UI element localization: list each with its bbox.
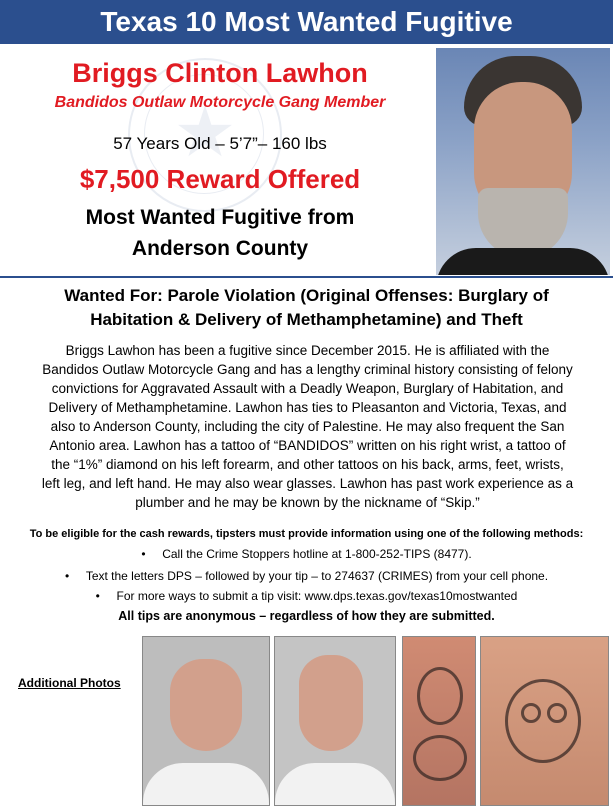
bio-line: left leg, and left hand. He may also wear glasses. Lawhon has past work experience as a	[41, 476, 574, 491]
wanted-for	[0, 284, 613, 332]
tip-method-hotline	[0, 547, 613, 561]
reward-amount: $7,500 Reward Offered	[79, 164, 361, 194]
bio-line: Delivery of Methamphetamine. Lawhon has ties to Pleasanton and Victoria, Texas, and	[48, 400, 567, 415]
tip-method-text: For more ways to submit a tip visit: www.dps.texas.gov/texas10mostwanted	[116, 589, 518, 603]
bullet: •	[95, 589, 100, 603]
wanted-from-line-1: Most Wanted Fugitive from	[85, 206, 355, 229]
tip-method-text: Call the Crime Stoppers hotline at 1-800-252-TIPS (8477).	[162, 547, 472, 561]
bio-line: Bandidos Outlaw Motorcycle Gang and has a lengthy criminal history consisting of felony	[42, 362, 573, 377]
tattoo-skull-photo	[480, 636, 609, 806]
bio-line: Briggs Lawhon has been a fugitive since December 2015. He is affiliated with the	[65, 343, 550, 358]
bio-line: convictions for Aggravated Assault with a Deadly Weapon, Burglary of Habitation, and	[51, 381, 564, 396]
bio-line: Antonio area. Lawhon has a tattoo of “BANDIDOS” written on his right wrist, a tattoo of	[49, 438, 566, 453]
bio-line: the “1%” diamond on his left forearm, and other tattoos on his back, arms, feet, wrists,	[51, 457, 564, 472]
wanted-from	[0, 202, 440, 264]
wanted-for-line-2: Habitation & Delivery of Methamphetamine) and Theft	[90, 310, 523, 329]
tip-method-text: Text the letters DPS – followed by your tip – to 274637 (CRIMES) from your cell phone.	[85, 569, 549, 583]
wanted-from-line-2: Anderson County	[131, 237, 309, 260]
fugitive-name: Briggs Clinton Lawhon	[72, 58, 368, 88]
bullet: •	[64, 569, 70, 583]
gang-affiliation: Bandidos Outlaw Motorcycle Gang Member	[54, 94, 386, 111]
mugshot-profile-photo	[274, 636, 396, 806]
texas-dps-seal-icon: ★	[128, 58, 282, 212]
bio-line: plumber and he may be known by the nickname of “Skip.”	[135, 495, 480, 510]
tip-method-website	[0, 589, 613, 603]
bullet: •	[141, 547, 146, 561]
tip-eligibility: To be eligible for the cash rewards, tipsters must provide information using one of the following methods:	[29, 528, 584, 540]
bio-line: also to Anderson County, including the city of Palestine. He may also frequent the San	[50, 419, 565, 434]
tattoo-photo	[402, 636, 476, 806]
additional-photos-label: Additional Photos	[18, 676, 121, 690]
wanted-for-line-1: Wanted For: Parole Violation (Original Offenses: Burglary of	[64, 286, 549, 305]
fugitive-mugshot	[436, 48, 610, 275]
physical-stats: 57 Years Old – 5’7”– 160 lbs	[113, 134, 327, 153]
fugitive-bio	[16, 341, 599, 512]
tip-method-text-message	[0, 569, 613, 583]
anonymous-notice: All tips are anonymous – regardless of how they are submitted.	[118, 609, 495, 623]
mugshot-front-photo	[142, 636, 270, 806]
section-divider	[0, 276, 613, 278]
poster-banner: Texas 10 Most Wanted Fugitive	[0, 0, 613, 44]
